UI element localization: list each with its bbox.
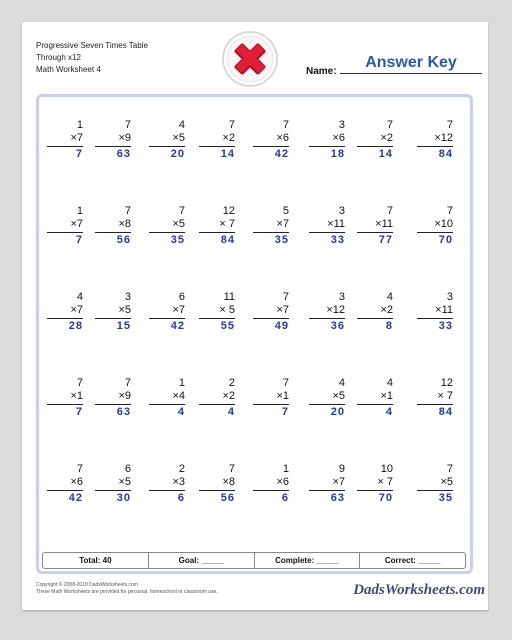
problem-rule xyxy=(199,404,235,405)
problem-answer: 42 xyxy=(170,320,185,332)
problem-multiplier: ×5 xyxy=(172,132,185,144)
problem-answer: 33 xyxy=(438,320,453,332)
problem-answer: 36 xyxy=(330,320,345,332)
problem-top-number: 7 xyxy=(386,205,393,217)
multiplication-problem xyxy=(417,377,453,419)
problem-top-number: 4 xyxy=(76,291,83,303)
problem-multiplier: ×7 xyxy=(70,132,83,144)
problem-multiplier: ×5 xyxy=(118,304,131,316)
problem-answer: 7 xyxy=(75,234,83,246)
problem-answer: 56 xyxy=(220,492,235,504)
problem-top-number: 3 xyxy=(338,119,345,131)
multiplication-problem xyxy=(357,119,393,161)
problem-top-number: 7 xyxy=(282,119,289,131)
problem-rule xyxy=(149,232,185,233)
problem-multiplier: ×7 xyxy=(70,304,83,316)
problem-rule xyxy=(253,404,289,405)
problem-rule xyxy=(199,490,235,491)
problem-multiplier: ×1 xyxy=(276,390,289,402)
problem-rule xyxy=(47,146,83,147)
name-label: Name: xyxy=(306,66,337,77)
problem-top-number: 4 xyxy=(386,291,393,303)
copyright-notice xyxy=(36,582,218,596)
multiplication-problem xyxy=(253,205,289,247)
correct-cell: Correct: _____ xyxy=(384,556,441,565)
problem-multiplier: × 7 xyxy=(377,476,393,488)
multiplication-problem xyxy=(309,463,345,505)
multiplication-problem xyxy=(199,463,235,505)
multiplication-problem xyxy=(149,463,185,505)
multiplication-problem xyxy=(95,463,131,505)
problem-rule xyxy=(357,490,393,491)
problem-top-number: 2 xyxy=(228,377,235,389)
problem-multiplier: ×5 xyxy=(172,218,185,230)
problem-answer: 14 xyxy=(378,148,393,160)
problem-rule xyxy=(309,232,345,233)
multiplication-problem xyxy=(95,205,131,247)
problem-multiplier: ×7 xyxy=(276,304,289,316)
problem-multiplier: ×11 xyxy=(327,218,345,230)
title-line-3: Math Worksheet 4 xyxy=(36,65,101,74)
problem-multiplier: ×2 xyxy=(222,390,235,402)
problem-multiplier: ×12 xyxy=(326,304,345,316)
problem-multiplier: ×5 xyxy=(118,476,131,488)
problem-multiplier: ×8 xyxy=(222,476,235,488)
problem-row xyxy=(39,205,470,275)
multiplication-problem xyxy=(253,291,289,333)
problem-answer: 63 xyxy=(330,492,345,504)
problem-top-number: 11 xyxy=(223,291,235,303)
multiplication-problem xyxy=(417,119,453,161)
problem-rule xyxy=(47,404,83,405)
problem-top-number: 4 xyxy=(178,119,185,131)
brand-logo: DadsWorksheets.com xyxy=(353,582,485,598)
problem-rule xyxy=(47,232,83,233)
title-line-1: Progressive Seven Times Table xyxy=(36,41,148,50)
multiplication-problem xyxy=(47,291,83,333)
problem-multiplier: ×9 xyxy=(118,132,131,144)
problem-top-number: 9 xyxy=(338,463,345,475)
problem-multiplier: ×1 xyxy=(70,390,83,402)
problem-multiplier: ×6 xyxy=(276,132,289,144)
worksheet-page xyxy=(22,22,488,610)
answer-key-title: Answer Key xyxy=(340,54,482,74)
multiplication-problem xyxy=(253,463,289,505)
problem-rule xyxy=(95,490,131,491)
multiplication-problem xyxy=(357,291,393,333)
score-footer xyxy=(42,552,466,569)
problem-rule xyxy=(149,404,185,405)
problem-answer: 6 xyxy=(177,492,185,504)
problem-top-number: 7 xyxy=(282,291,289,303)
problem-rule xyxy=(417,146,453,147)
problem-answer: 70 xyxy=(378,492,393,504)
problem-top-number: 3 xyxy=(338,291,345,303)
problem-top-number: 12 xyxy=(440,377,453,389)
problem-rule xyxy=(357,146,393,147)
multiplication-problem xyxy=(199,377,235,419)
problem-top-number: 7 xyxy=(124,205,131,217)
problem-multiplier: ×7 xyxy=(332,476,345,488)
problem-rule xyxy=(199,232,235,233)
problem-top-number: 7 xyxy=(446,119,453,131)
problem-row xyxy=(39,119,470,189)
multiplication-problem xyxy=(47,119,83,161)
multiplication-problem xyxy=(309,119,345,161)
problem-multiplier: ×2 xyxy=(222,132,235,144)
problem-rule xyxy=(149,490,185,491)
problem-rule xyxy=(199,318,235,319)
problem-answer: 15 xyxy=(116,320,131,332)
problem-multiplier: × 7 xyxy=(219,218,235,230)
problem-answer: 35 xyxy=(438,492,453,504)
problem-answer: 63 xyxy=(116,148,131,160)
multiplication-problem xyxy=(47,205,83,247)
problem-multiplier: ×7 xyxy=(276,218,289,230)
problem-multiplier: × 7 xyxy=(437,390,453,402)
multiplication-problem xyxy=(199,205,235,247)
problem-rule xyxy=(357,318,393,319)
problem-rule xyxy=(47,318,83,319)
problem-answer: 42 xyxy=(274,148,289,160)
problem-top-number: 6 xyxy=(178,291,185,303)
problem-answer: 8 xyxy=(385,320,393,332)
multiplication-problem xyxy=(309,377,345,419)
multiplication-problem xyxy=(95,119,131,161)
multiplication-problem xyxy=(95,377,131,419)
problem-top-number: 7 xyxy=(446,463,453,475)
problem-answer: 49 xyxy=(274,320,289,332)
problem-top-number: 3 xyxy=(446,291,453,303)
problem-multiplier: ×4 xyxy=(172,390,185,402)
multiplication-problem xyxy=(309,291,345,333)
problem-answer: 84 xyxy=(438,148,453,160)
problem-top-number: 4 xyxy=(386,377,393,389)
problem-rule xyxy=(199,146,235,147)
problem-top-number: 7 xyxy=(228,119,235,131)
problem-top-number: 2 xyxy=(178,463,185,475)
problem-rule xyxy=(95,146,131,147)
problem-answer: 18 xyxy=(330,148,345,160)
problem-rule xyxy=(357,404,393,405)
problem-top-number: 1 xyxy=(76,205,83,217)
problem-rule xyxy=(149,146,185,147)
problem-answer: 7 xyxy=(75,406,83,418)
problem-top-number: 7 xyxy=(124,119,131,131)
problem-top-number: 6 xyxy=(124,463,131,475)
problem-rule xyxy=(47,490,83,491)
problem-top-number: 7 xyxy=(446,205,453,217)
problem-rule xyxy=(309,146,345,147)
problem-multiplier: ×2 xyxy=(380,304,393,316)
problem-rule xyxy=(95,404,131,405)
multiplication-problem xyxy=(309,205,345,247)
problem-top-number: 7 xyxy=(124,377,131,389)
problem-answer: 35 xyxy=(170,234,185,246)
multiplication-problem xyxy=(149,205,185,247)
problem-multiplier: ×6 xyxy=(276,476,289,488)
problem-rule xyxy=(95,318,131,319)
copyright-line-2: These Math Worksheets are provided for personal, homeschool or classroom use. xyxy=(36,589,218,595)
problem-answer: 42 xyxy=(68,492,83,504)
problem-top-number: 7 xyxy=(228,463,235,475)
problem-multiplier: ×7 xyxy=(172,304,185,316)
multiplication-problem xyxy=(357,377,393,419)
problem-answer: 6 xyxy=(281,492,289,504)
problem-top-number: 7 xyxy=(282,377,289,389)
problem-top-number: 4 xyxy=(338,377,345,389)
multiplication-problem xyxy=(149,291,185,333)
problem-top-number: 3 xyxy=(124,291,131,303)
problem-answer: 14 xyxy=(220,148,235,160)
problem-answer: 4 xyxy=(385,406,393,418)
problem-answer: 35 xyxy=(274,234,289,246)
problem-multiplier: ×3 xyxy=(172,476,185,488)
problem-multiplier: ×6 xyxy=(70,476,83,488)
red-x-icon xyxy=(221,30,279,88)
problem-answer: 7 xyxy=(75,148,83,160)
problem-answer: 84 xyxy=(438,406,453,418)
problem-answer: 20 xyxy=(330,406,345,418)
multiplication-problem xyxy=(417,205,453,247)
problem-top-number: 7 xyxy=(178,205,185,217)
problem-rule xyxy=(253,490,289,491)
problem-multiplier: ×5 xyxy=(440,476,453,488)
problem-rule xyxy=(253,318,289,319)
multiplication-problem xyxy=(253,119,289,161)
problem-top-number: 1 xyxy=(76,119,83,131)
problem-multiplier: ×2 xyxy=(380,132,393,144)
problem-answer: 4 xyxy=(177,406,185,418)
problem-top-number: 7 xyxy=(386,119,393,131)
problems-frame xyxy=(36,94,473,574)
problem-row xyxy=(39,377,470,447)
problem-answer: 7 xyxy=(281,406,289,418)
problem-multiplier: ×7 xyxy=(70,218,83,230)
problem-top-number: 7 xyxy=(76,377,83,389)
problem-answer: 4 xyxy=(227,406,235,418)
problem-answer: 20 xyxy=(170,148,185,160)
problem-multiplier: ×9 xyxy=(118,390,131,402)
problem-top-number: 5 xyxy=(282,205,289,217)
problem-answer: 70 xyxy=(438,234,453,246)
problem-multiplier: ×6 xyxy=(332,132,345,144)
problem-multiplier: ×1 xyxy=(380,390,393,402)
problem-row xyxy=(39,291,470,361)
problem-top-number: 12 xyxy=(222,205,235,217)
problem-rule xyxy=(95,232,131,233)
complete-cell: Complete: _____ xyxy=(255,553,361,568)
problem-top-number: 1 xyxy=(282,463,289,475)
multiplication-problem xyxy=(149,377,185,419)
problem-rule xyxy=(417,490,453,491)
problem-rule xyxy=(253,232,289,233)
problem-answer: 56 xyxy=(116,234,131,246)
problem-answer: 84 xyxy=(220,234,235,246)
goal-cell: Goal: _____ xyxy=(149,553,255,568)
title-line-2: Through x12 xyxy=(36,53,81,62)
problem-rule xyxy=(417,232,453,233)
problem-row xyxy=(39,463,470,533)
problem-top-number: 1 xyxy=(178,377,185,389)
problem-answer: 33 xyxy=(330,234,345,246)
problem-answer: 55 xyxy=(220,320,235,332)
problem-rule xyxy=(417,318,453,319)
problem-top-number: 7 xyxy=(76,463,83,475)
problem-answer: 28 xyxy=(68,320,83,332)
problem-rule xyxy=(253,146,289,147)
problem-top-number: 3 xyxy=(338,205,345,217)
multiplication-problem xyxy=(199,291,235,333)
total-cell: Total: 40 xyxy=(43,553,149,568)
multiplication-problem xyxy=(253,377,289,419)
problem-multiplier: ×11 xyxy=(435,304,453,316)
problem-multiplier: ×10 xyxy=(434,218,453,230)
worksheet-title xyxy=(36,40,148,76)
problem-multiplier: ×8 xyxy=(118,218,131,230)
multiplication-problem xyxy=(95,291,131,333)
problem-rule xyxy=(309,490,345,491)
problem-answer: 77 xyxy=(378,234,393,246)
problem-rule xyxy=(357,232,393,233)
problem-rule xyxy=(149,318,185,319)
problem-rule xyxy=(309,318,345,319)
multiplication-problem xyxy=(199,119,235,161)
problem-multiplier: ×11 xyxy=(375,218,393,230)
problem-answer: 30 xyxy=(116,492,131,504)
multiplication-problem xyxy=(47,377,83,419)
multiplication-problem xyxy=(357,205,393,247)
problem-multiplier: × 5 xyxy=(219,304,235,316)
problem-multiplier: ×12 xyxy=(434,132,453,144)
problem-answer: 63 xyxy=(116,406,131,418)
problem-multiplier: ×5 xyxy=(332,390,345,402)
multiplication-problem xyxy=(417,463,453,505)
multiplication-problem xyxy=(47,463,83,505)
problem-top-number: 10 xyxy=(380,463,393,475)
multiplication-problem xyxy=(357,463,393,505)
multiplication-problem xyxy=(149,119,185,161)
problem-rule xyxy=(417,404,453,405)
multiplication-problem xyxy=(417,291,453,333)
problem-rule xyxy=(309,404,345,405)
copyright-line-1: Copyright © 2008-2018 DadsWorksheets.com xyxy=(36,582,138,588)
